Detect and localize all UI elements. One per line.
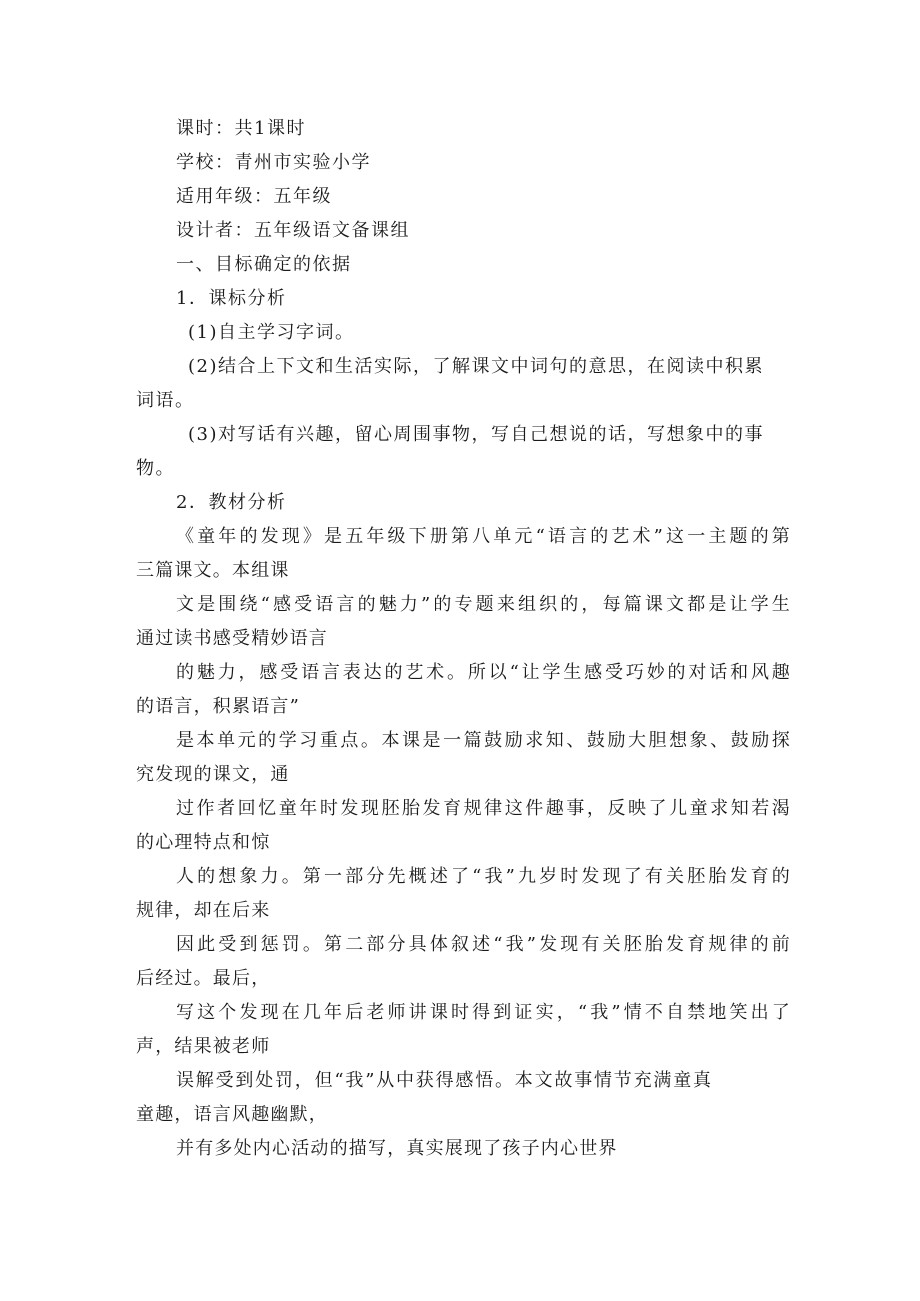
paragraph-line: 过作者回忆童年时发现胚胎发育规律这件趣事，反映了儿童求知若渴 <box>176 798 791 819</box>
paragraph-line: 写这个发现在几年后老师讲课时得到证实，“我”情不自禁地笑出了 <box>176 1002 791 1023</box>
school-name: 学校：青州市实验小学 <box>176 152 371 173</box>
subheading-textbook-analysis: 2．教材分析 <box>176 492 287 513</box>
curriculum-item-2-line1: (2)结合上下文和生活实际，了解课文中词句的意思，在阅读中积累 <box>188 356 764 377</box>
curriculum-item-2-line2: 词语。 <box>136 390 195 411</box>
paragraph-line: 三篇课文。本组课 <box>136 560 290 581</box>
textbook-paragraph <box>136 520 791 588</box>
textbook-paragraph <box>136 1064 791 1132</box>
class-hours: 课时：共1课时 <box>176 118 306 139</box>
paragraph-line: 文是围绕“感受语言的魅力”的专题来组织的，每篇课文都是让学生 <box>176 594 791 615</box>
textbook-paragraph <box>136 588 791 656</box>
applicable-grade: 适用年级：五年级 <box>176 186 332 207</box>
curriculum-item-3-line1: (3)对写话有兴趣，留心周围事物，写自己想说的话，写想象中的事 <box>188 424 764 445</box>
paragraph-line: 是本单元的学习重点。本课是一篇鼓励求知、鼓励大胆想象、鼓励探 <box>176 730 791 751</box>
textbook-paragraph <box>136 1132 791 1166</box>
textbook-paragraph <box>136 724 791 792</box>
textbook-paragraph <box>136 792 791 860</box>
paragraph-line: 究发现的课文，通 <box>136 764 290 785</box>
textbook-paragraph <box>136 656 791 724</box>
section-heading-basis: 一、目标确定的依据 <box>176 254 352 275</box>
curriculum-item-3-line2: 物。 <box>136 458 175 479</box>
paragraph-line: 的心理特点和惊 <box>136 832 271 853</box>
paragraph-line: 因此受到惩罚。第二部分具体叙述“我”发现有关胚胎发育规律的前 <box>176 934 791 955</box>
paragraph-line: 后经过。最后， <box>136 968 271 989</box>
paragraph-line: 并有多处内心活动的描写，真实展现了孩子内心世界 <box>176 1138 618 1159</box>
paragraph-line: 的魅力，感受语言表达的艺术。所以“让学生感受巧妙的对话和风趣 <box>176 662 791 683</box>
paragraph-line: 《童年的发现》是五年级下册第八单元“语言的艺术”这一主题的第 <box>176 526 791 547</box>
designer: 设计者：五年级语文备课组 <box>176 220 410 241</box>
paragraph-line: 误解受到处罚，但“我”从中获得感悟。本文故事情节充满童真 <box>176 1070 713 1091</box>
paragraph-line: 声，结果被老师 <box>136 1036 271 1057</box>
textbook-paragraph <box>136 928 791 996</box>
paragraph-line: 规律，却在后来 <box>136 900 271 921</box>
subheading-curriculum-analysis: 1．课标分析 <box>176 288 287 309</box>
textbook-paragraph <box>136 860 791 928</box>
paragraph-line: 人的想象力。第一部分先概述了“我”九岁时发现了有关胚胎发育的 <box>176 866 791 887</box>
paragraph-line: 童趣，语言风趣幽默， <box>136 1104 328 1125</box>
paragraph-line: 通过读书感受精妙语言 <box>136 628 328 649</box>
paragraph-line: 的语言，积累语言” <box>136 696 301 717</box>
textbook-paragraph <box>136 996 791 1064</box>
curriculum-item-1: (1)自主学习字词。 <box>188 322 355 343</box>
